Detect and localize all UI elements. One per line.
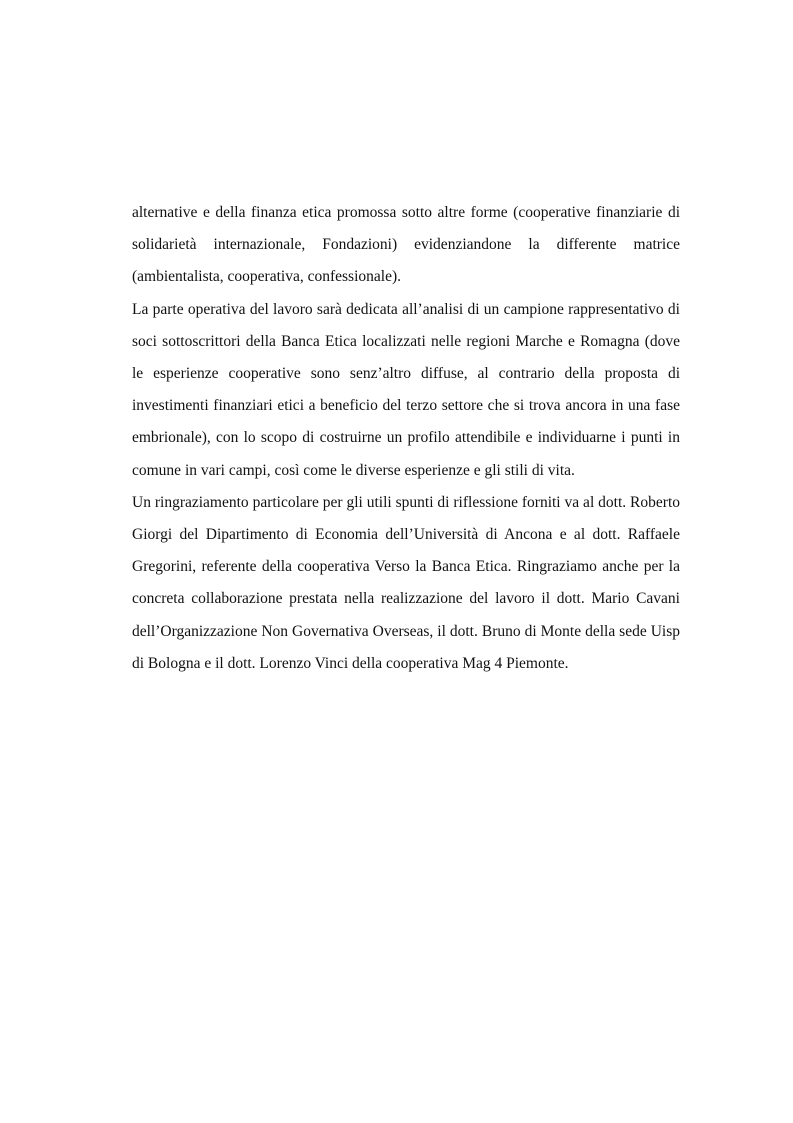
paragraph-acknowledgements: Un ringraziamento particolare per gli utili spunti di riflessione forniti va al dott. Roberto Giorgi del Dipartimento di Economia dell’Università di Ancona e al dott. Raffaele Gregorini, referente della cooperativa Verso la Banca Etica. Ringraziamo anche per la concreta collaborazione prestata nella realizzazione del lavoro il dott. Mario Cavani dell’Organizzazione Non Governativa Overseas, il dott. Bruno di Monte della sede Uisp di Bologna e il dott. Lorenzo Vinci della cooperativa Mag 4 Piemonte. xyxy=(132,493,680,672)
paragraph-operative-part: La parte operativa del lavoro sarà dedicata all’analisi di un campione rappresentativo di soci sottoscrittori della Banca Etica localizzati nelle regioni Marche e Romagna (dove le esperienze cooperative sono senz’altro diffuse, al contrario della proposta di investimenti finanziari etici a beneficio del terzo settore che si trova ancora in una fase embrionale), con lo scopo di costruirne un profilo attendibile e individuarne i punti in comune in vari campi, così come le diverse esperienze e gli stili di vita. xyxy=(132,300,680,479)
body-text xyxy=(132,197,680,680)
paragraph-intro-continuation: alternative e della finanza etica promossa sotto altre forme (cooperative finanziarie di solidarietà internazionale, Fondazioni) evidenziandone la differente matrice (ambientalista, cooperativa, confessionale). xyxy=(132,204,680,286)
